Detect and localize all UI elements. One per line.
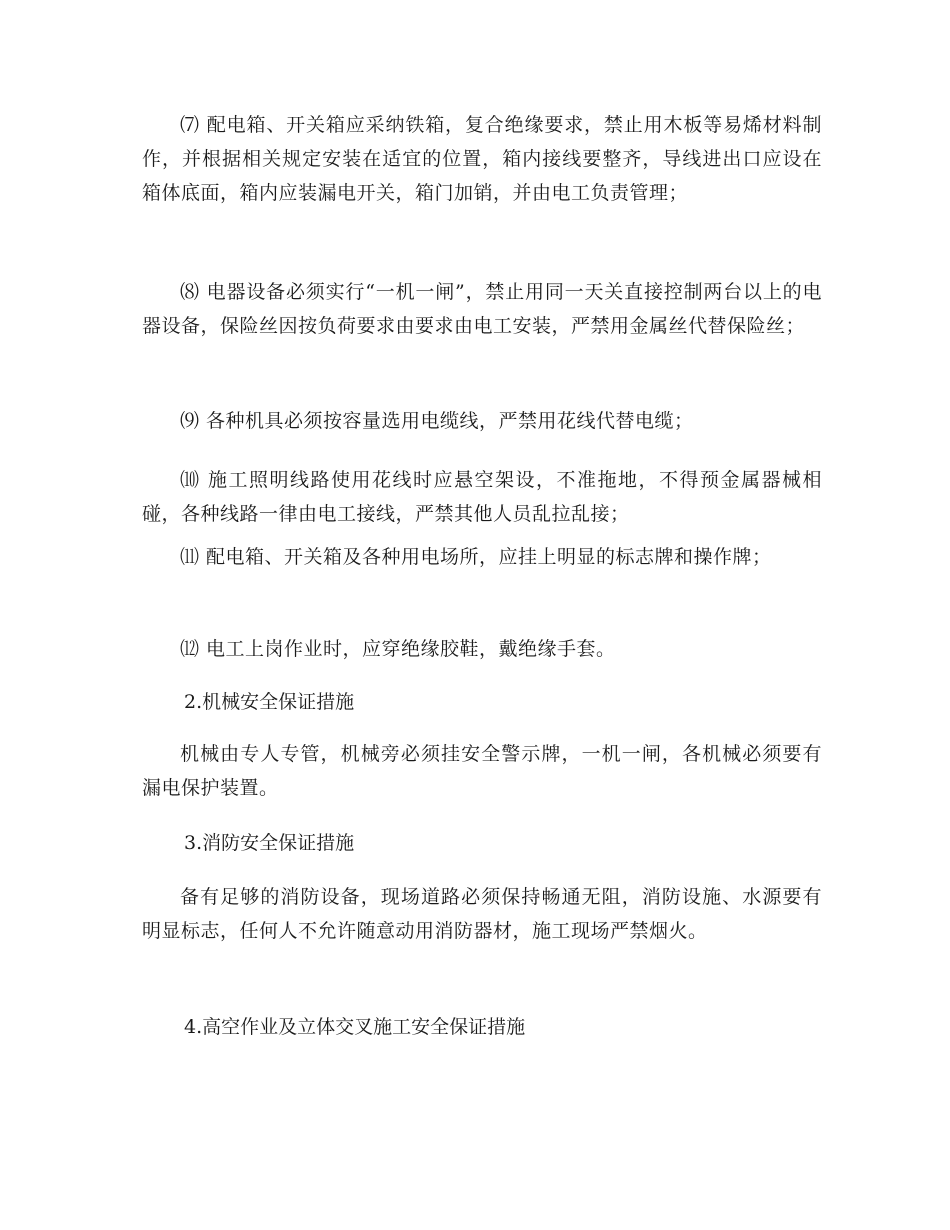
paragraph-12: ⑿ 电工上岗作业时，应穿绝缘胶鞋，戴绝缘手套。 [180, 638, 616, 660]
paragraph-8: ⑻ 电器设备必须实行“一机一闸”，禁止用同一天关直接控制两台以上的电器设备，保险丝因按负荷要求由要求由电工安装，严禁用金属丝代替保险丝； [142, 281, 822, 337]
section-4-heading: 4.高空作业及立体交叉施工安全保证措施 [184, 1016, 526, 1038]
paragraph-10: ⑽ 施工照明线路使用花线时应悬空架设，不准拖地，不得预金属器械相碰，各种线路一律由电工接线，严禁其他人员乱拉乱接； [142, 469, 822, 525]
paragraph-11: ⑾ 配电箱、开关箱及各种用电场所，应挂上明显的标志牌和操作牌； [180, 546, 772, 568]
section-3-heading: 3.消防安全保证措施 [184, 832, 355, 854]
section-2-body: 机械由专人专管，机械旁必须挂安全警示牌，一机一闸，各机械必须要有漏电保护装置。 [142, 743, 822, 799]
paragraph-7: ⑺ 配电箱、开关箱应采纳铁箱，复合绝缘要求，禁止用木板等易烯材料制作，并根据相关规定安装在适宜的位置，箱内接线要整齐，导线进出口应设在箱体底面，箱内应装漏电开关，箱门加销，并由电工负责管理； [142, 114, 822, 204]
paragraph-9: ⑼ 各种机具必须按容量选用电缆线，严禁用花线代替电缆； [180, 410, 694, 432]
section-2-heading: 2.机械安全保证措施 [184, 691, 355, 713]
section-3-body: 备有足够的消防设备，现场道路必须保持畅通无阻，消防设施、水源要有明显标志，任何人不允许随意动用消防器材，施工现场严禁烟火。 [142, 886, 822, 942]
